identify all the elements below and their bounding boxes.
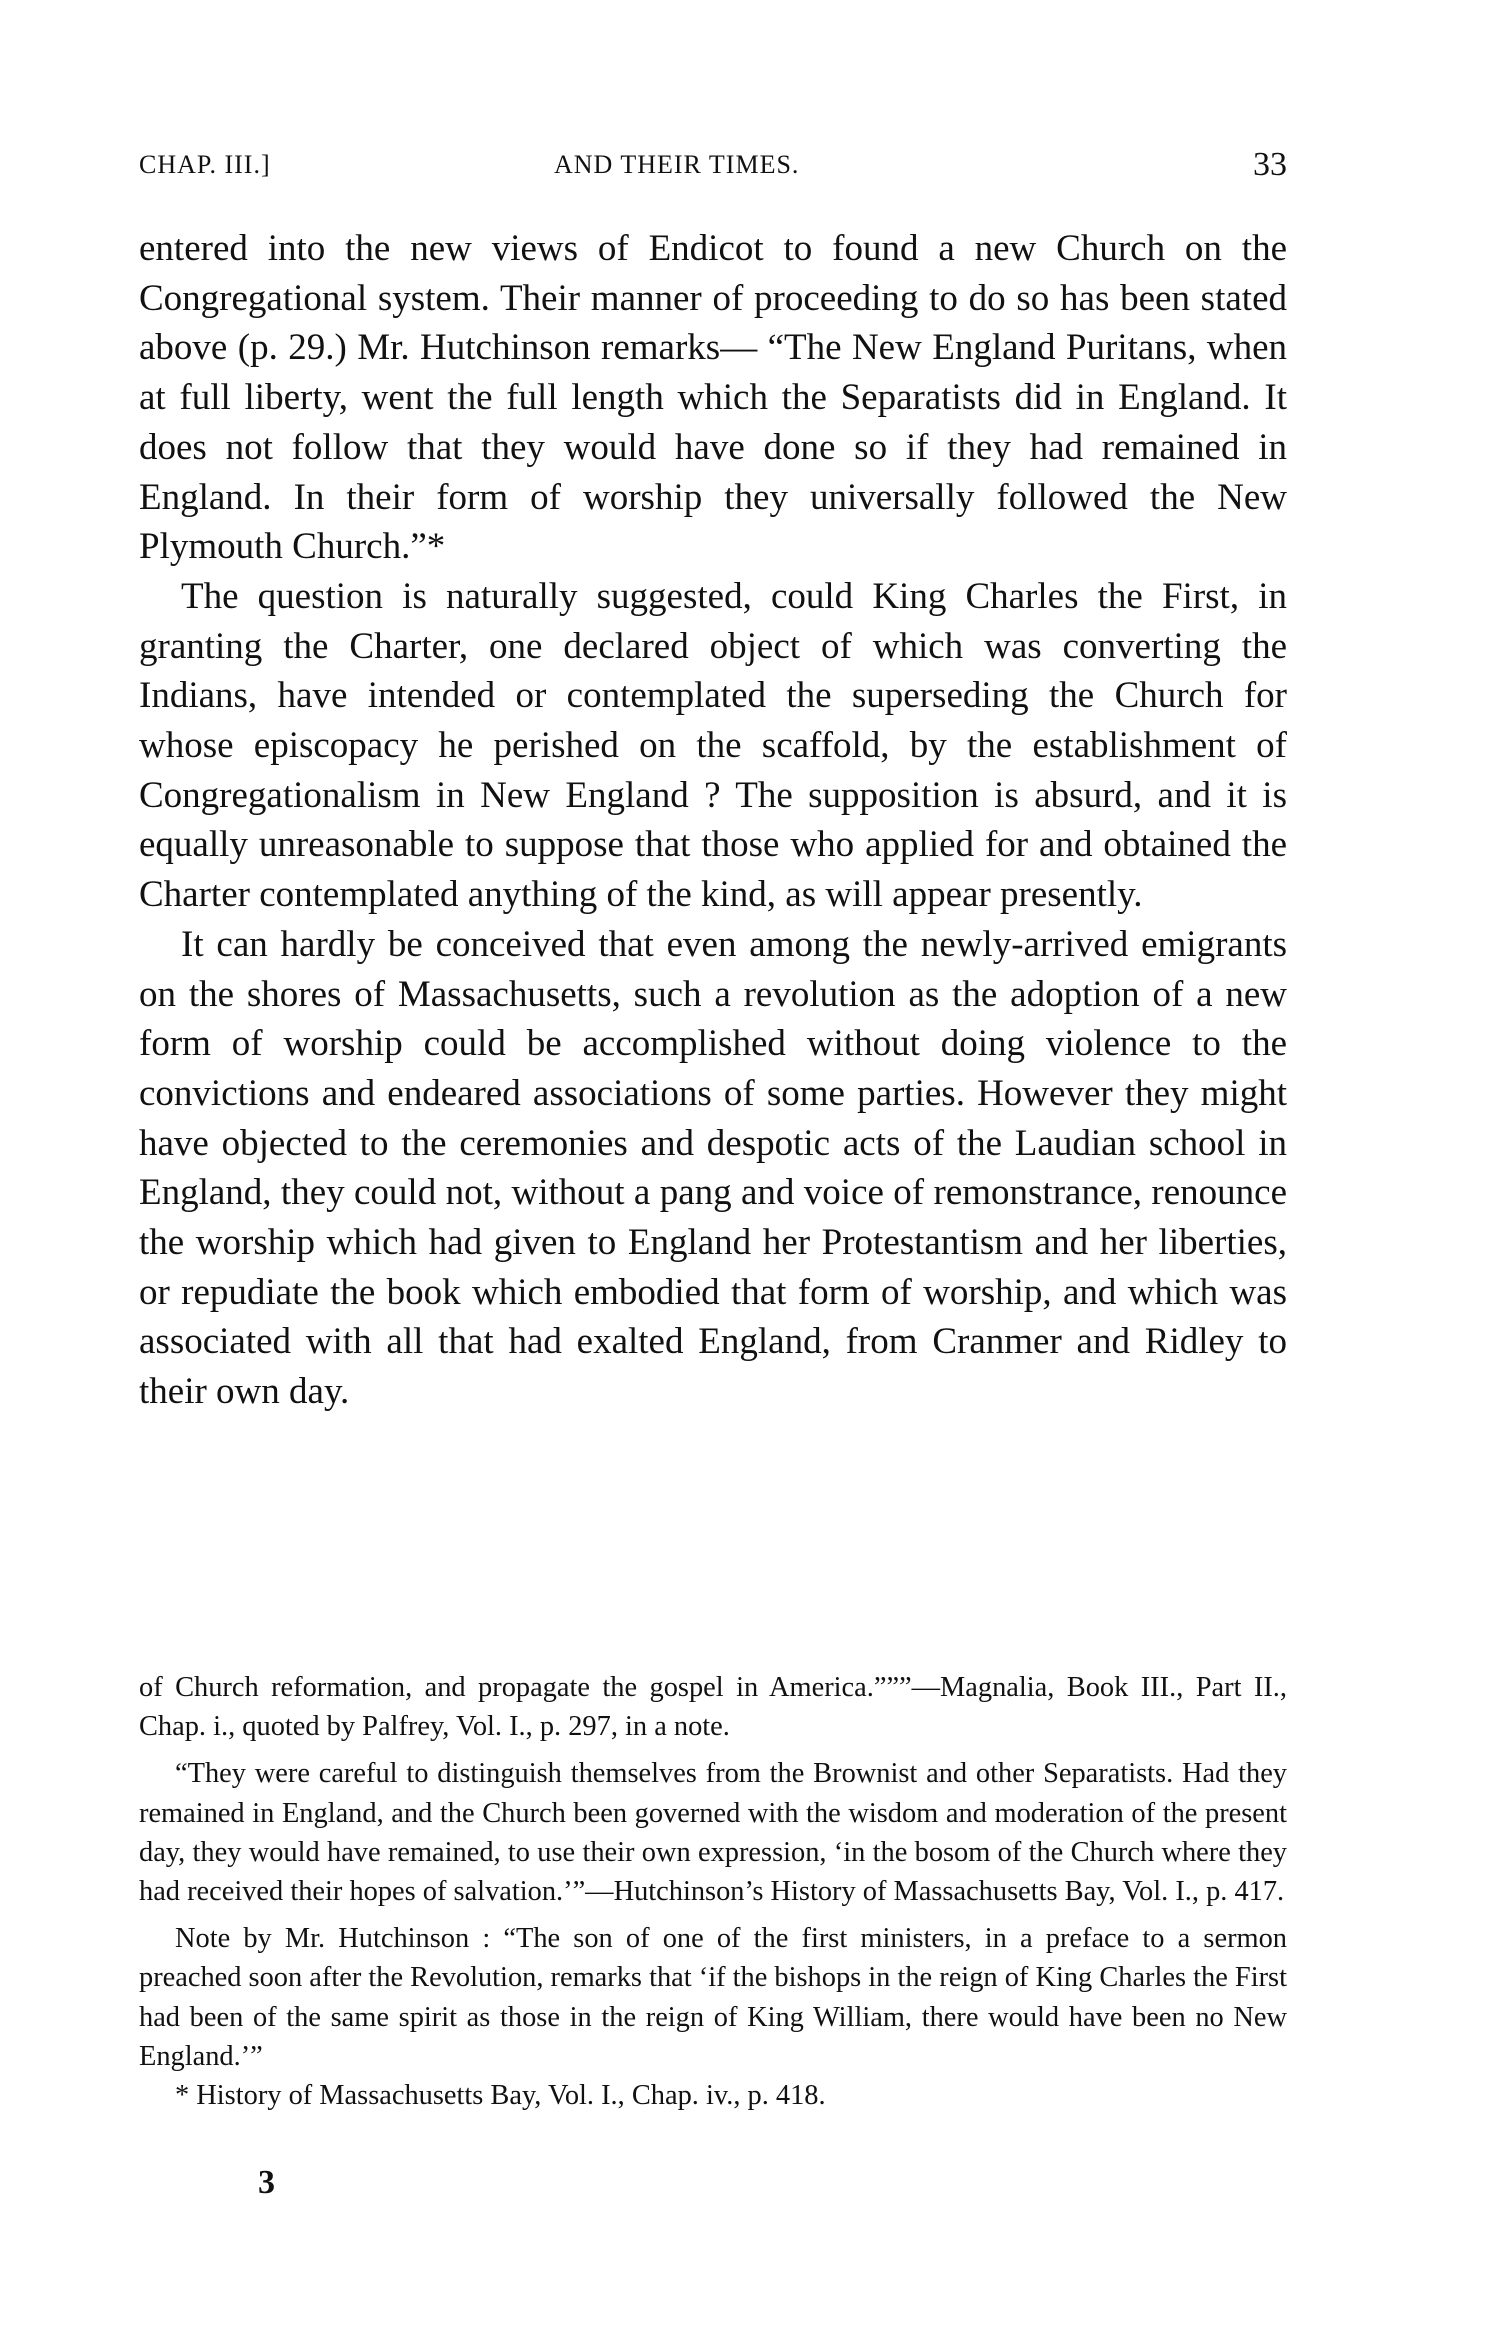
footnote-hutchinson-note: Note by Mr. Hutchinson : “The son of one of the first ministers, in a preface to a sermon preached soon after the Revolution, remarks that ‘if the bishops in the reign of King Charles the First had been of the same spirit as those in the reign of King William, there would have been no New England.’” bbox=[139, 1923, 1287, 2072]
footnote-star: * History of Massachusetts Bay, Vol. I., Chap. iv., p. 418. bbox=[175, 2080, 826, 2112]
footnote-continuation: of Church reformation, and propagate the gospel in America.”””—Magnalia, Book III., Part II., Chap. i., quoted by Palfrey, Vol. I., p. 297, in a note. bbox=[139, 1672, 1287, 1743]
paragraph-3: It can hardly be conceived that even among the newly-arrived emigrants on the shores of Massachusetts, such a revolution as the adoption of a new form of worship could be accomplished without doing violence to the convictions and endeared associations of some parties. However they might have objected to the ceremonies and despotic acts of the Laudian school in England, they could not, without a pang and voice of remonstrance, renounce the worship which had given to England her Protestantism and her liberties, or repudiate the book which embodied that form of worship, and which was associated with all that had exalted England, from Cranmer and Ridley to their own day. bbox=[139, 923, 1287, 1413]
chapter-label: CHAP. III.] bbox=[139, 150, 271, 179]
page-number: 33 bbox=[1253, 146, 1287, 183]
main-text bbox=[139, 224, 1287, 1417]
footnote-quote: “They were careful to distinguish themselves from the Brownist and other Separatists. Had they remained in England, and the Church been governed with the wisdom and moderation of the present day, they would have remained, to use their own expression, ‘in the bosom of the Church where they had received their hopes of salvation.’”—Hutchinson’s History of Massachusetts Bay, Vol. I., p. 417. bbox=[139, 1758, 1287, 1908]
footnotes bbox=[139, 1668, 1287, 2115]
running-title: AND THEIR TIMES. bbox=[554, 150, 800, 179]
paragraph-2: The question is naturally suggested, could King Charles the First, in granting the Charter, one declared object of which was converting the Indians, have intended or contemplated the superseding the Church for whose episcopacy he perished on the scaffold, by the establishment of Congregationalism in New England ? The supposition is absurd, and it is equally unreasonable to suppose that those who applied for and obtained the Charter contemplated anything of the kind, as will appear presently. bbox=[139, 575, 1287, 916]
paragraph-1: entered into the new views of Endicot to found a new Church on the Congregational system. Their manner of proceeding to do so has been stated above (p. 29.) Mr. Hutchinson remarks— “The New England Puritans, when at full liberty, went the full length which the Separatists did in England. It does not follow that they would have done so if they had remained in England. In their form of worship they universally followed the New Plymouth Church.”* bbox=[139, 228, 1287, 568]
running-head bbox=[139, 146, 1287, 186]
signature-mark: 3 bbox=[258, 2164, 275, 2201]
